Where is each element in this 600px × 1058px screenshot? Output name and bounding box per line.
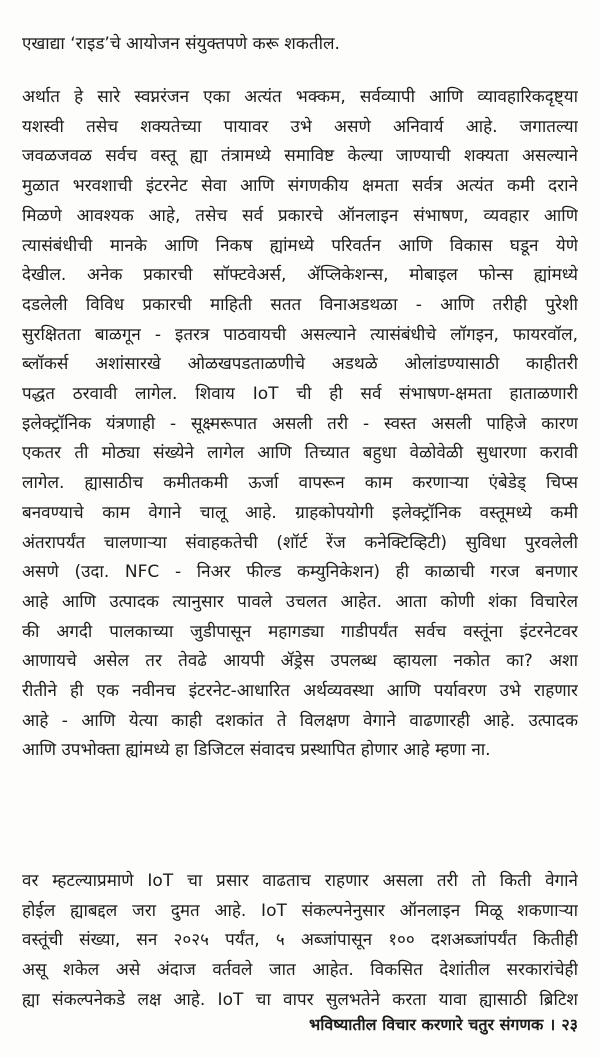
text-line: आणायचे असेल तर तेवढे आयपी ॲड्रेस उपलब्ध व्हायला नकोत का? अशा (22, 651, 578, 672)
text-line: होईल ह्याबद्दल जरा दुमत आहे. IoT संकल्पनेनुसार ऑनलाइन मिळू शकणाऱ्या (22, 900, 578, 921)
paragraph-intro (22, 30, 578, 60)
text-line: आणि उपभोक्ता ह्यांमध्ये हा डिजिटल संवादच प्रस्थापित होणार आहे म्हणा ना. (22, 740, 491, 761)
text-line: यशस्वी तसेच शक्यतेच्या पायावर उभे असणे अनिवार्य आहे. जगातल्या (22, 116, 578, 137)
paragraph-main (22, 83, 578, 766)
text-line: एकतर ती मोठ्या संख्येने लागेल आणि तिच्यात बहुधा वेळोवेळी सुधारणा करावी (22, 443, 578, 464)
footer-separator: । (549, 1015, 556, 1034)
page-footer (22, 1013, 578, 1035)
text-line: लागेल. ह्यासाठीच कमीतकमी ऊर्जा वापरून काम करणाऱ्या एंबेडेड् चिप्स (22, 473, 578, 494)
text-line: असू शकेल असे अंदाज वर्तवले जात आहेत. विकसित देशांतील सरकारांचेही (22, 960, 578, 981)
text-line: असणे (उदा. NFC - निअर फील्ड कम्युनिकेशन) ही काळाची गरज बनणार (22, 562, 578, 583)
text-line: अर्थात हे सारे स्वप्नरंजन एका अत्यंत भक्कम, सर्वव्यापी आणि व्यावहारिकदृष्ट्या (22, 87, 578, 107)
text-line: वर म्हटल्याप्रमाणे IoT चा प्रसार वाढताच राहणार असला तरी तो किती वेगाने (22, 871, 578, 891)
text-line: अंतरापर्यंत चालणाऱ्या संवाहकतेची (शॉर्ट रेंज कनेक्टिव्हिटी) सुविधा पुरवलेली (22, 532, 578, 553)
text-line: सुरक्षितता बाळगून - इतरत्र पाठवायची असल्याने त्यासंबंधीचे लॉगइन, फायरवॉल, (22, 324, 578, 345)
text-line: देखील. अनेक प्रकारची सॉफ्टवेअर्स, ॲप्लिकेशन्स, मोबाइल फोन्स ह्यांमध्ये (22, 265, 578, 286)
text-line: रीतीने ही एक नवीनच इंटरनेट-आधारित अर्थव्यवस्था आणि पर्यावरण उभे राहणार (22, 681, 578, 702)
text-line: मुळात भरवशाची इंटरनेट सेवा आणि संगणकीय क्षमता सर्वत्र अत्यंत कमी दराने (22, 176, 578, 197)
text-line: बनवण्याचे काम वेगाने चालू आहे. ग्राहकोपयोगी इलेक्ट्रॉनिक वस्तूमध्ये कमी (22, 502, 578, 523)
text-line: की अगदी पालकाच्या जुडीपासून महागड्या गाडीपर्यंत सर्वच वस्तूंना इंटरनेटवर (22, 621, 578, 642)
text-line: इलेक्ट्रॉनिक यंत्रणाही - सूक्ष्मरूपात असली तरी - स्वस्त असली पाहिजे कारण (22, 413, 578, 434)
text-line: वस्तूंची संख्या, सन २०२५ पर्यंत, ५ अब्जांपासून १०० दशअब्जांपर्यंत कितीही (22, 930, 578, 951)
text-line: त्यासंबंधीची मानके आणि निकष ह्यांमध्ये परिवर्तन आणि विकास घडून येणे (22, 235, 578, 256)
paragraph-iot-growth (22, 867, 578, 1016)
text-line: दडलेली विविध प्रकारची माहिती सतत विनाअडथळा - आणि तरीही पुरेशी (22, 294, 578, 315)
text-line: जवळजवळ सर्वच वस्तू ह्या तंत्रामध्ये समाविष्ट केल्या जाण्याची शक्यता असल्याने (22, 146, 578, 167)
text-line: पद्धत ठरवावी लागेल. शिवाय IoT ची ही सर्व संभाषण-क्षमता हाताळणारी (22, 384, 578, 405)
text-line: आहे - आणि येत्या काही दशकांत ते विलक्षण वेगाने वाढणारही आहे. उत्पादक (22, 710, 578, 731)
text-line: ब्लॉकर्स अशांसारखे ओळखपडताळणीचे अडथळे ओलांडण्यासाठी काहीतरी (22, 354, 578, 375)
text-line: एखाद्या ‘राइड’चे आयोजन संयुक्तपणे करू शकतील. (22, 34, 340, 54)
text-line: ह्या संकल्पनेकडे लक्ष आहे. IoT चा वापर सुलभतेने करता यावा ह्यासाठी ब्रिटिश (22, 989, 578, 1010)
running-title: भविष्यातील विचार करणारे चतुर संगणक (309, 1015, 544, 1034)
page-number: २३ (561, 1015, 578, 1034)
text-line: आहे आणि उत्पादक त्यानुसार पावले उचलत आहेत. आता कोणी शंका विचारेल (22, 591, 578, 612)
text-line: मिळणे आवश्यक आहे, तसेच सर्व प्रकारचे ऑनलाइन संभाषण, व्यवहार आणि (22, 205, 578, 226)
